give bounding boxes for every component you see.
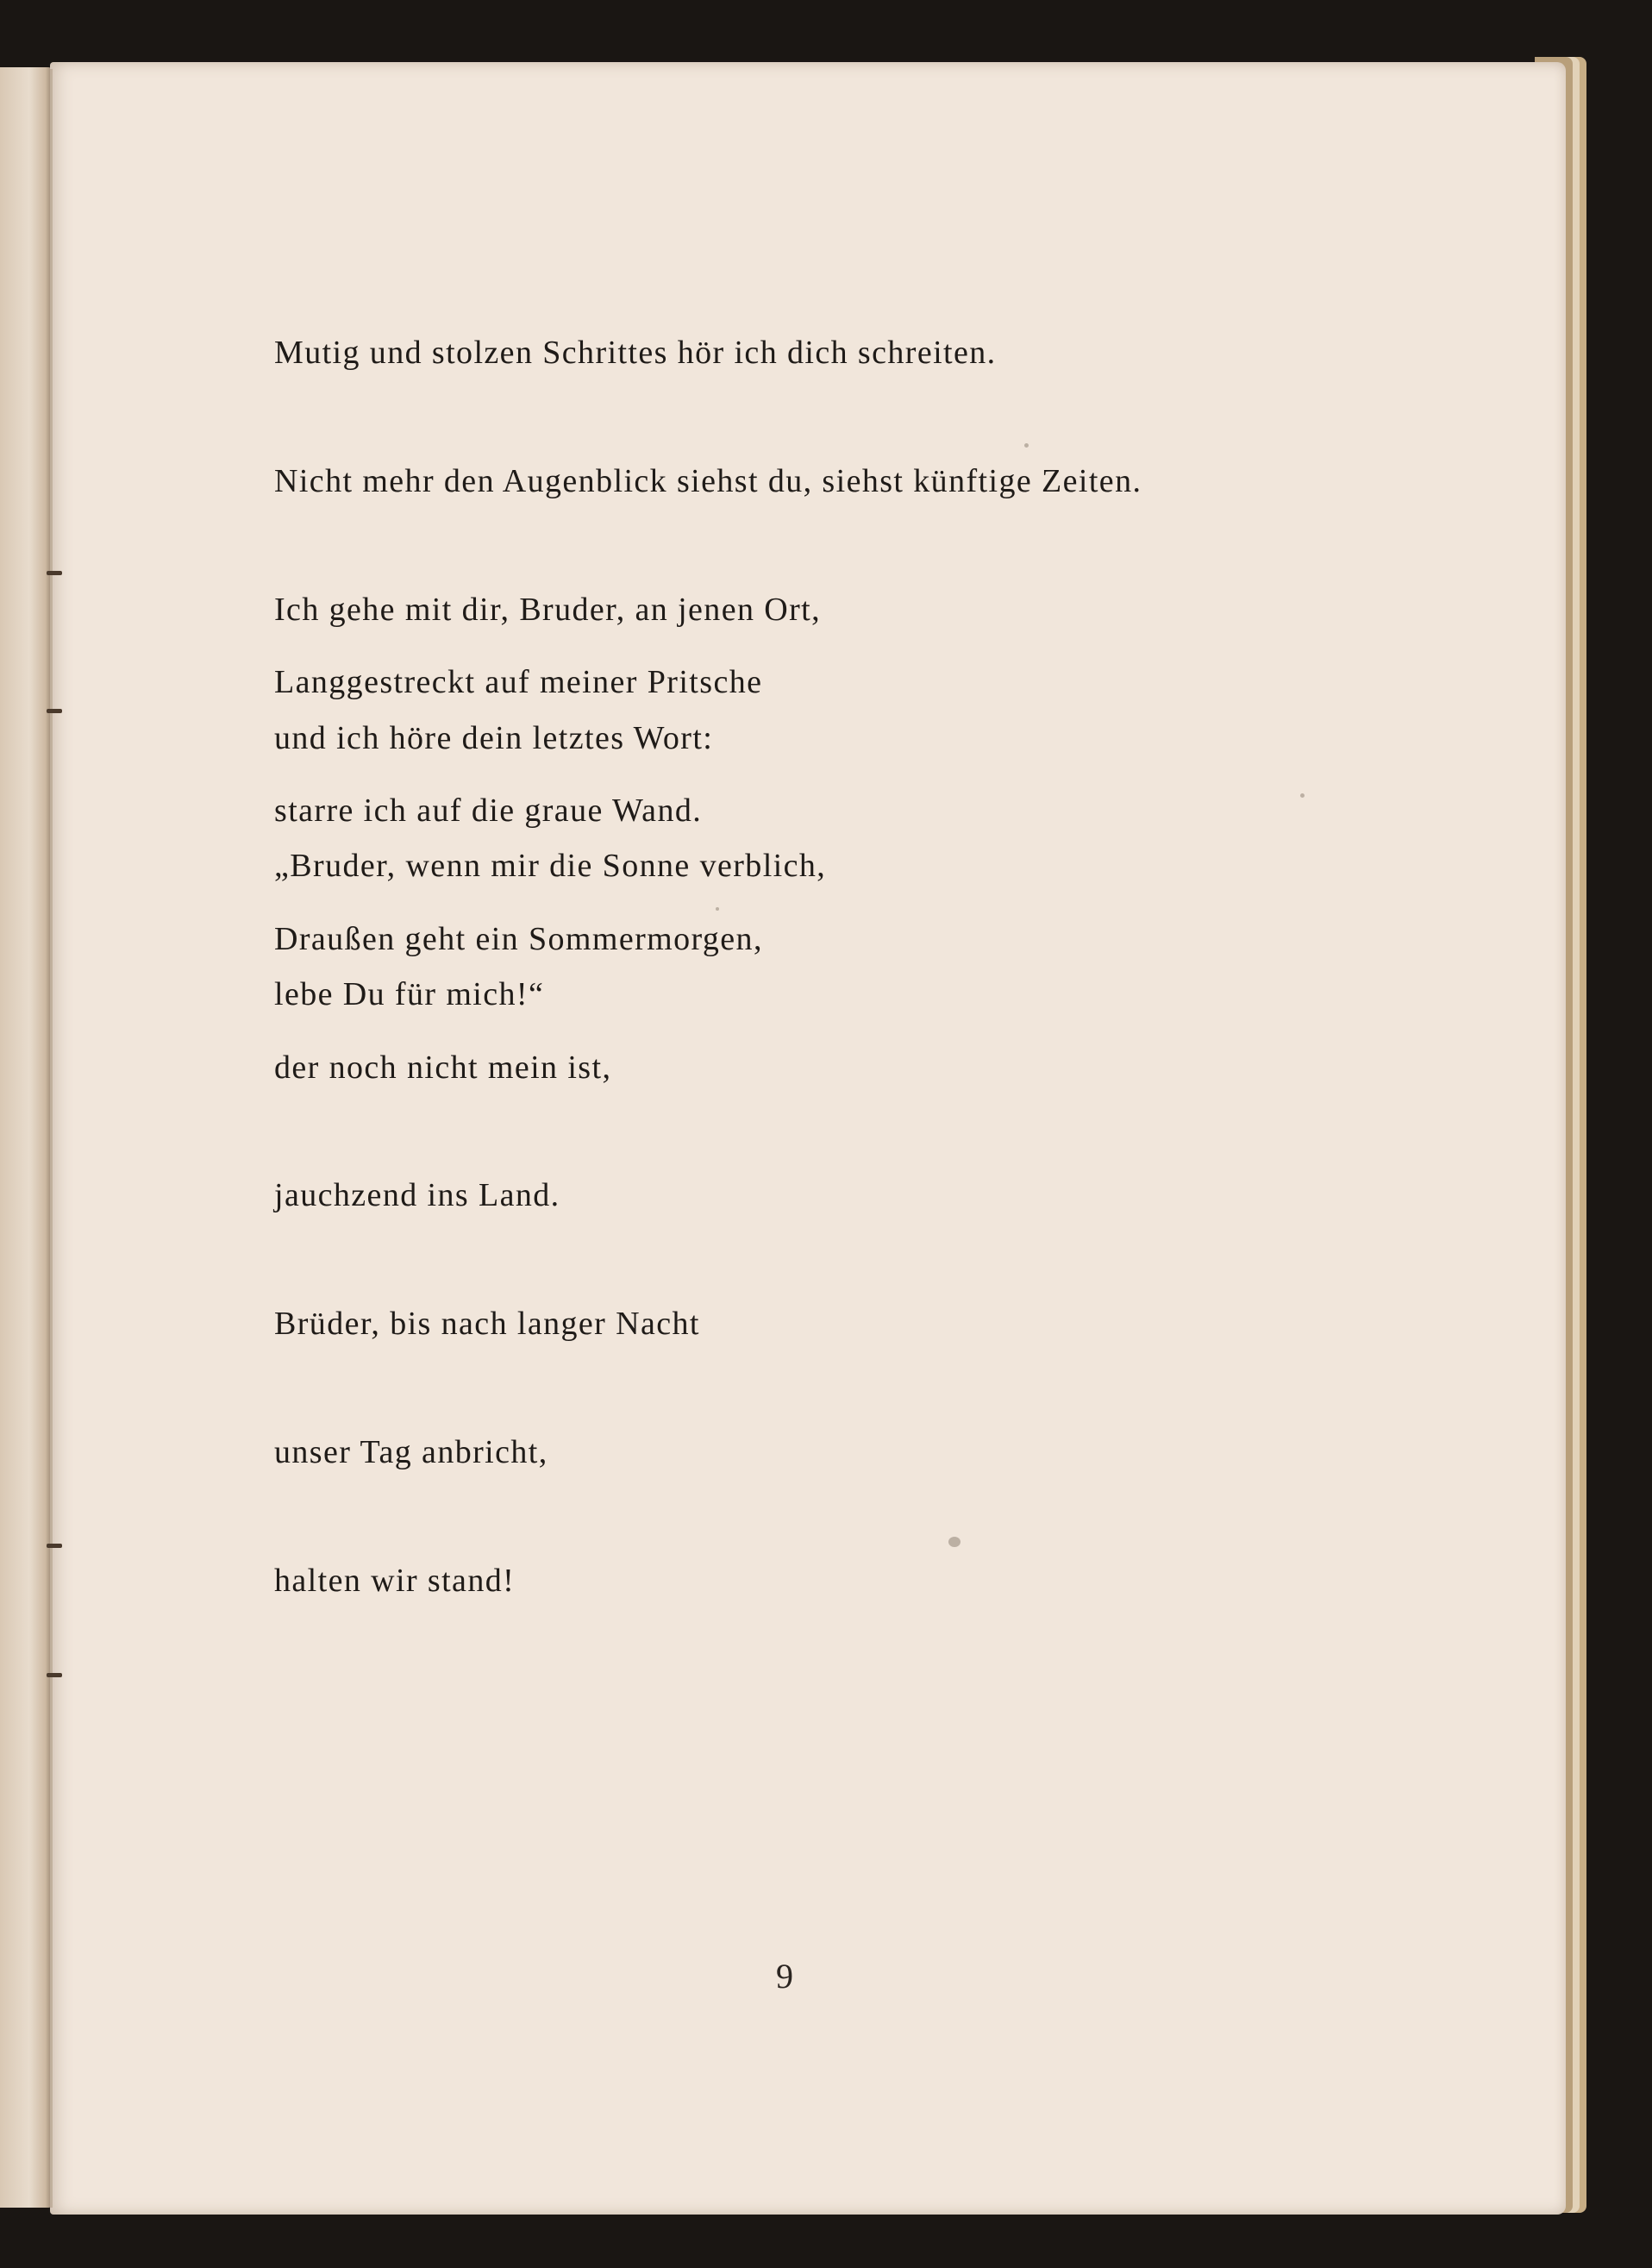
verse-line: starre ich auf die graue Wand. (274, 792, 703, 829)
paper-speck (948, 1537, 961, 1547)
verse-line: Nicht mehr den Augenblick siehst du, siehst künftige Zeiten. (274, 462, 1142, 499)
verse-line: und ich höre dein letztes Wort: (274, 719, 714, 756)
verse-line: Langgestreckt auf meiner Pritsche (274, 664, 763, 701)
verse-line: halten wir stand! (274, 1562, 516, 1599)
poem-stanza-2 (274, 576, 763, 1688)
verse-line: jauchzend ins Land. (274, 1177, 560, 1214)
verse-line: Ich gehe mit dir, Bruder, an jenen Ort, (274, 591, 822, 628)
paper-speck (1300, 793, 1305, 798)
left-page-edge (0, 67, 53, 2208)
verse-line: Draußen geht ein Sommermorgen, (274, 920, 763, 957)
verse-line: der noch nicht mein ist, (274, 1049, 612, 1086)
binding-stitch (47, 571, 62, 575)
binding-stitch (47, 1544, 62, 1548)
verse-line: Mutig und stolzen Schrittes hör ich dich schreiten. (274, 335, 997, 372)
gutter (50, 69, 53, 2208)
binding-stitch (47, 1673, 62, 1677)
verse-line: lebe Du für mich!“ (274, 976, 545, 1013)
binding-stitch (47, 709, 62, 713)
page-number: 9 (776, 1957, 793, 1995)
verse-line: „Bruder, wenn mir die Sonne verblich, (274, 848, 827, 885)
verse-line: Brüder, bis nach langer Nacht (274, 1306, 700, 1343)
verse-line: unser Tag anbricht, (274, 1433, 548, 1470)
